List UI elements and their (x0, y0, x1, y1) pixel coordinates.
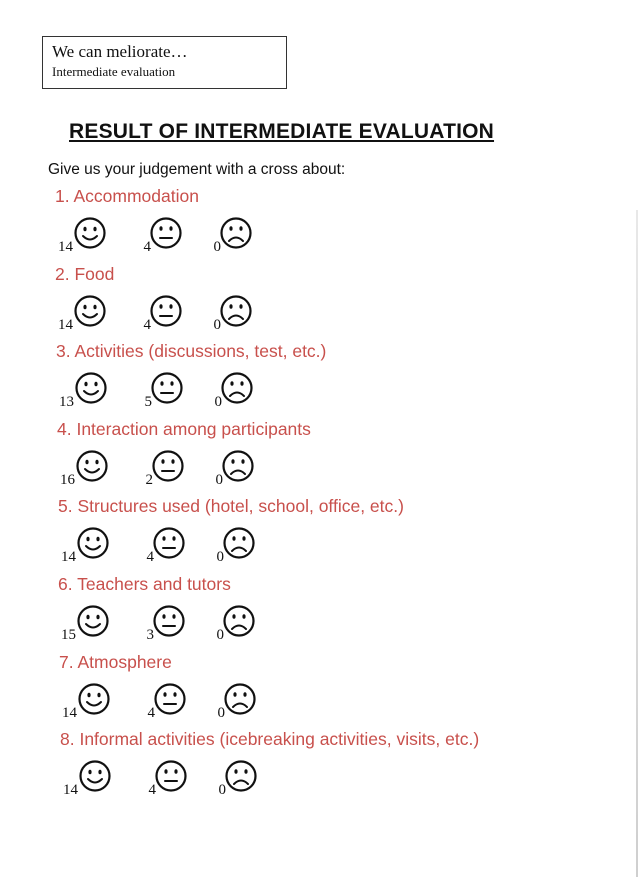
rating-count: 0 (216, 627, 224, 643)
happy-face-icon (77, 682, 111, 716)
rating-count: 4 (143, 239, 151, 255)
sad-face-icon (224, 759, 258, 793)
neutral-face-icon (150, 371, 184, 405)
question-item (56, 341, 638, 419)
question-label: 4. Interaction among participants (57, 419, 311, 439)
rating-count: 5 (144, 394, 152, 410)
rating-count: 0 (214, 394, 222, 410)
question-item (58, 574, 638, 652)
happy-face-icon (75, 449, 109, 483)
rating-count: 14 (58, 317, 73, 333)
happy-face-icon (76, 604, 110, 638)
rating-count: 14 (62, 705, 77, 721)
happy-face-icon (74, 371, 108, 405)
question-item (55, 186, 638, 264)
neutral-face-icon (154, 759, 188, 793)
intro-text: Give us your judgement with a cross about: (48, 161, 346, 178)
rating-count: 0 (215, 472, 223, 488)
header-title: We can meliorate… (52, 42, 188, 61)
rating-count: 0 (218, 782, 226, 798)
question-item (57, 419, 638, 497)
neutral-face-icon (151, 449, 185, 483)
sad-face-icon (222, 526, 256, 560)
sad-face-icon (223, 682, 257, 716)
question-item (55, 264, 638, 342)
neutral-face-icon (149, 216, 183, 250)
rating-count: 4 (146, 549, 154, 565)
sad-face-icon (222, 604, 256, 638)
question-label: 1. Accommodation (55, 186, 199, 206)
question-item (60, 729, 638, 807)
question-item (59, 652, 638, 730)
question-label: 6. Teachers and tutors (58, 574, 231, 594)
rating-count: 0 (217, 705, 225, 721)
page-title: RESULT OF INTERMEDIATE EVALUATION (69, 120, 495, 143)
neutral-face-icon (153, 682, 187, 716)
question-label: 7. Atmosphere (59, 652, 172, 672)
rating-count: 0 (213, 317, 221, 333)
happy-face-icon (78, 759, 112, 793)
rating-count: 16 (60, 472, 75, 488)
rating-count: 4 (147, 705, 155, 721)
happy-face-icon (76, 526, 110, 560)
question-label: 3. Activities (discussions, test, etc.) (56, 341, 327, 361)
sad-face-icon (221, 449, 255, 483)
rating-count: 14 (61, 549, 76, 565)
rating-count: 0 (216, 549, 224, 565)
question-item (58, 496, 638, 574)
neutral-face-icon (152, 604, 186, 638)
neutral-face-icon (152, 526, 186, 560)
sad-face-icon (219, 294, 253, 328)
rating-count: 15 (61, 627, 76, 643)
question-label: 2. Food (55, 264, 115, 284)
rating-count: 2 (145, 472, 153, 488)
neutral-face-icon (149, 294, 183, 328)
rating-count: 14 (63, 782, 78, 798)
question-label: 8. Informal activities (icebreaking activities, visits, etc.) (60, 729, 480, 749)
sad-face-icon (220, 371, 254, 405)
rating-count: 13 (59, 394, 74, 410)
header-subtitle: Intermediate evaluation (52, 64, 176, 79)
rating-count: 4 (148, 782, 156, 798)
rating-count: 14 (58, 239, 73, 255)
header-box (42, 36, 287, 89)
happy-face-icon (73, 216, 107, 250)
rating-count: 3 (146, 627, 154, 643)
happy-face-icon (73, 294, 107, 328)
question-label: 5. Structures used (hotel, school, office, etc.) (58, 496, 404, 516)
rating-count: 4 (143, 317, 151, 333)
rating-count: 0 (213, 239, 221, 255)
sad-face-icon (219, 216, 253, 250)
